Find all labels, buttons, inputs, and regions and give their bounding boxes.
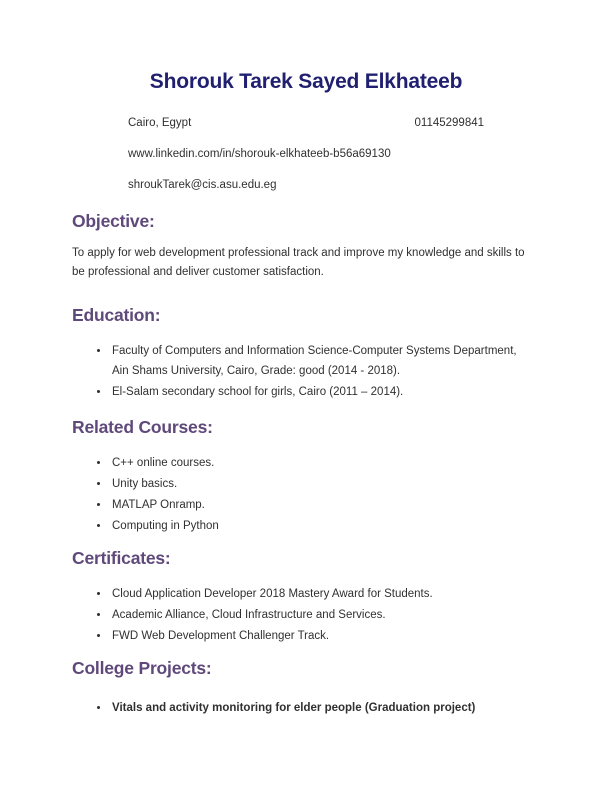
objective-text: To apply for web development professional track and improve my knowledge and skills to be professional and deliver customer satisfaction.: [72, 247, 525, 278]
education-item: • El-Salam secondary school for girls, Cairo (2011 – 2014).: [110, 382, 540, 402]
section-heading-objective: Objective:: [72, 211, 155, 231]
contact-block: [128, 116, 484, 193]
course-item: • Unity basics.: [110, 474, 540, 494]
education-item: • Faculty of Computers and Information Science-Computer Systems Department, Ain Shams University, Cairo, Grade: good (2014 - 2018).: [110, 341, 530, 381]
education-list: [72, 341, 540, 402]
college-projects-list: [72, 698, 540, 718]
contact-linkedin: www.linkedin.com/in/shorouk-elkhateeb-b56a69130: [128, 148, 391, 160]
section-heading-related-courses: Related Courses:: [72, 417, 213, 437]
contact-email: shroukTarek@cis.asu.edu.eg: [128, 179, 277, 191]
course-item: • MATLAP Onramp.: [110, 495, 540, 515]
contact-row: [128, 116, 484, 131]
project-item: • Vitals and activity monitoring for elder people (Graduation project): [110, 698, 540, 718]
certificate-item: • Academic Alliance, Cloud Infrastructure and Services.: [110, 605, 540, 625]
course-item: • C++ online courses.: [110, 453, 540, 473]
course-item: • Computing in Python: [110, 516, 540, 536]
related-courses-list: [72, 453, 540, 536]
contact-location: Cairo, Egypt: [128, 117, 192, 129]
certificate-item: • FWD Web Development Challenger Track.: [110, 626, 540, 646]
page-title: Shorouk Tarek Sayed Elkhateeb: [149, 70, 463, 93]
certificate-item: • Cloud Application Developer 2018 Mastery Award for Students.: [110, 584, 540, 604]
certificates-list: [72, 584, 540, 646]
section-heading-certificates: Certificates:: [72, 548, 171, 568]
section-heading-college-projects: College Projects:: [72, 658, 212, 678]
contact-phone: 01145299841: [414, 117, 484, 129]
section-heading-education: Education:: [72, 305, 161, 325]
